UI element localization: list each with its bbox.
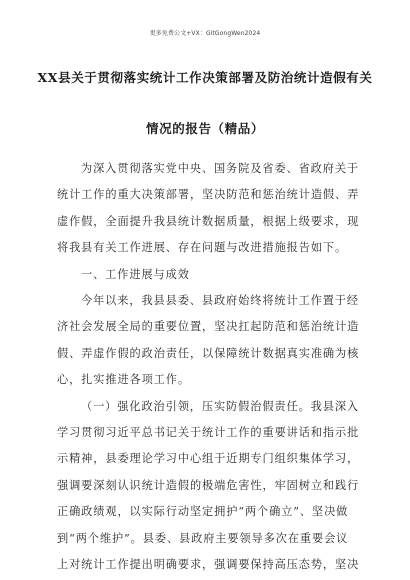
body-line: 济社会发展全局的重要位置，坚决扛起防范和惩治统计造 xyxy=(57,320,360,334)
body-line: 今年以来，我县县委、县政府始终将统计工作置于经 xyxy=(81,294,360,307)
body-line: 虚作假，全面提升我县统计数据质量，根据上级要求，现 xyxy=(57,214,360,228)
body-line: 正确政绩观，以实际行动坚定拥护“两个确立”、坚决做 xyxy=(57,505,349,519)
document-title-line-1: XX县关于贯彻落实统计工作决策部署及防治统计造假有关 xyxy=(37,70,373,85)
header-note: 更多免费公文+VX：GitGongWen2024 xyxy=(149,30,261,37)
body-line: 将我县有关工作进展、存在问题与改进措施报告如下。 xyxy=(57,241,348,255)
body-line: 一、工作进展与成效 xyxy=(81,267,190,281)
body-line: （一）强化政治引领，压实防假治假责任。我县深入 xyxy=(81,399,360,413)
body-line: 示精神，县委理论学习中心组于近期专门组织集体学习， xyxy=(57,452,360,466)
document-title-line-2: 情况的报告（精品） xyxy=(146,121,264,136)
body-line: 到“两个维护”。县委、县政府主要领导多次在重要会议 xyxy=(57,531,349,545)
body-line: 上对统计工作提出明确要求，强调要保持高压态势，坚决 xyxy=(57,558,360,571)
body-line: 统计工作的重大决策部署，坚决防范和惩治统计造假、弄 xyxy=(57,188,360,202)
body-line: 心，扎实推进各项工作。 xyxy=(57,373,190,387)
body-line: 强调要深刻认识统计造假的极端危害性，牢固树立和践行 xyxy=(57,478,360,492)
body-line: 假、弄虚作假的政治责任，以保障统计数据真实准确为核 xyxy=(57,346,360,360)
body-line: 为深入贯彻落实党中央、国务院及省委、省政府关于 xyxy=(81,162,360,175)
body-line: 学习贯彻习近平总书记关于统计工作的重要讲话和指示批 xyxy=(57,426,360,439)
